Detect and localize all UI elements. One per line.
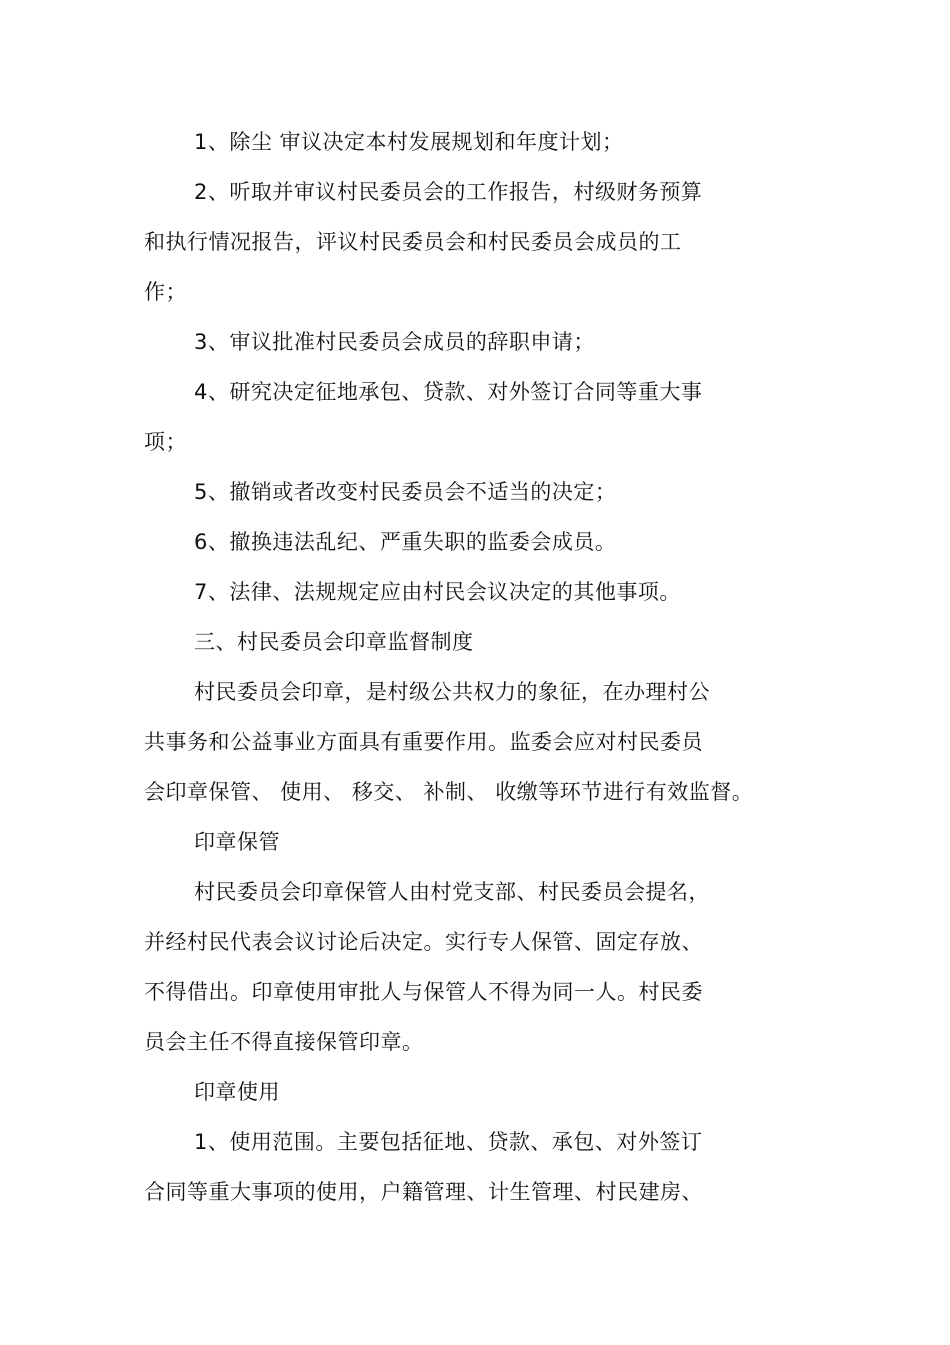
text-line: 3、审议批准村民委员会成员的辞职申请； (194, 330, 595, 354)
text-line: 村民委员会印章，是村级公共权力的象征，在办理村公 (194, 680, 710, 704)
text-line: 1、使用范围。主要包括征地、贷款、承包、对外签订 (194, 1130, 703, 1154)
text-line: 共事务和公益事业方面具有重要作用。监委会应对村民委员 (144, 730, 703, 754)
text-line: 4、研究决定征地承包、贷款、对外签订合同等重大事 (194, 380, 703, 404)
text-line: 并经村民代表会议讨论后决定。实行专人保管、固定存放、 (144, 930, 703, 954)
text-line: 2、听取并审议村民委员会的工作报告，村级财务预算 (194, 180, 703, 204)
text-line: 7、法律、法规规定应由村民会议决定的其他事项。 (194, 580, 681, 604)
text-line: 6、撤换违法乱纪、严重失职的监委会成员。 (194, 530, 617, 554)
subsection-heading: 印章使用 (194, 1080, 280, 1104)
text-line: 作； (144, 280, 187, 304)
text-line: 5、撤销或者改变村民委员会不适当的决定； (194, 480, 617, 504)
text-line: 员会主任不得直接保管印章。 (144, 1030, 424, 1054)
text-line: 1、除尘 审议决定本村发展规划和年度计划； (194, 130, 624, 154)
section-heading: 三、村民委员会印章监督制度 (194, 630, 474, 654)
text-line: 项； (144, 430, 187, 454)
subsection-heading: 印章保管 (194, 830, 280, 854)
text-line: 村民委员会印章保管人由村党支部、村民委员会提名， (194, 880, 710, 904)
text-line: 会印章保管、 使用、 移交、 补制、 收缴等环节进行有效监督。 (144, 780, 754, 804)
text-line: 不得借出。印章使用审批人与保管人不得为同一人。村民委 (144, 980, 703, 1004)
text-line: 合同等重大事项的使用，户籍管理、计生管理、村民建房、 (144, 1180, 703, 1204)
text-line: 和执行情况报告，评议村民委员会和村民委员会成员的工 (144, 230, 682, 254)
